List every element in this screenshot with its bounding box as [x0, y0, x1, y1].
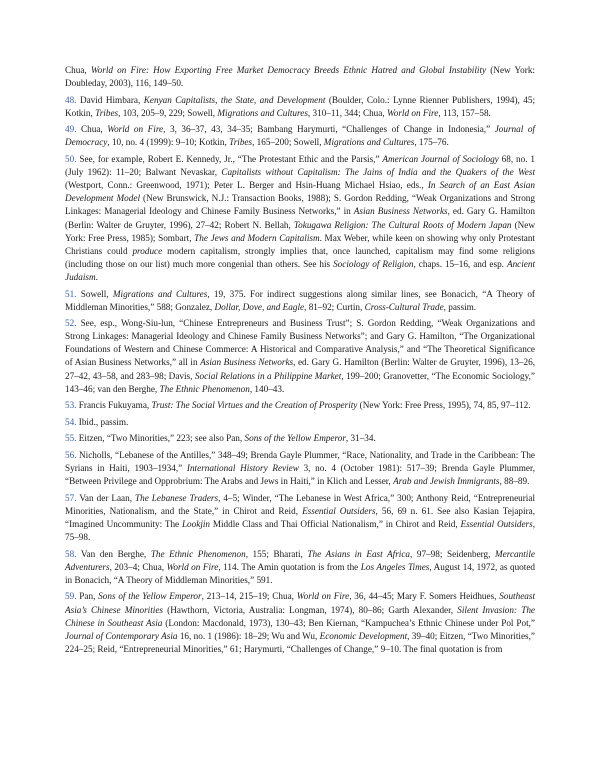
- endnote-number[interactable]: 48.: [65, 94, 77, 105]
- citation-text: , passim.: [443, 301, 477, 312]
- citation-text: (London: Macdonald, 1973), 130–43; Ben Kiernan, “Kampuchea’s Ethnic Chinese under Pol Pot,”: [162, 617, 536, 628]
- citation-title: Journal of Democracy: [65, 124, 535, 148]
- endnote-number[interactable]: 59.: [65, 591, 77, 602]
- citation-title: World on Fire: How Exporting Free Market Democracy Breeds Ethnic Hatred and Global Instability: [90, 65, 487, 75]
- endnote-59: [65, 590, 535, 655]
- citation-text: (Boulder, Colo.: Lynne Rienner Publishers, 1994), 45; Kotkin,: [65, 94, 536, 118]
- endnote-54: [65, 416, 535, 429]
- citation-text: , 88–89.: [499, 476, 530, 487]
- citation-text: , 56, 69 n. 61. See also Kasian Tejapira, “Imagined Uncommunity: The: [65, 505, 536, 529]
- citation-text: , 203–4; Chua,: [109, 561, 167, 572]
- endnote-number[interactable]: 56.: [65, 450, 77, 461]
- citation-text: , chaps. 15–16, and esp.: [413, 258, 507, 269]
- citation-text: , 155; Bharati,: [245, 548, 308, 559]
- citation-text: , 140–43.: [249, 383, 285, 394]
- endnotes-page: [65, 64, 535, 659]
- citation-text: , 213–14, 215–19; Chua,: [201, 591, 297, 602]
- citation-text: , 103, 205–9, 229; Sowell,: [118, 107, 218, 118]
- citation-text: See, for example, Robert E. Kennedy, Jr., “The Protestant Ethic and the Parsis,”: [76, 154, 383, 165]
- citation-text: 16, no. 1 (1986): 18–29; Wu and Wu,: [177, 630, 320, 641]
- citation-text: (Hawthorn, Victoria, Australia: Longman, 1974), 80–86; Garth Alexander,: [162, 604, 458, 615]
- citation-text: , ed. Gary G. Hamilton (Berlin: Walter de Gruyter, 1996), 27–42; Robert N. Bellah,: [65, 206, 535, 230]
- endnote-number[interactable]: 55.: [65, 433, 77, 444]
- endnote-51: [65, 288, 535, 314]
- citation-title: produce: [132, 245, 163, 256]
- citation-title: Lookjin: [181, 519, 211, 529]
- citation-title: World on Fire: [107, 124, 164, 135]
- citation-text: See, esp., Wong-Siu-lun, “Chinese Entrepreneurs and Business Trust”; S. Gordon Redding, “Weak Organizations and Strong Linkages: Managerial Ideology and Chinese Family Business Networks”; and Gary G. Hamilton, “The Organizational Foundations of Western and Chinese Commerce: A Historical and Comparative Analysis,” and “The Theoretical Significance of Asian Business Networks,” all in: [65, 318, 535, 368]
- citation-text: , 4–5; Winder, “The Lebanese in West Africa,” 300; Anthony Reid, “Entrepreneurial Minorities, Nationalism, and the State,” in Chirot and Reid,: [65, 492, 535, 516]
- endnote-number[interactable]: 49.: [65, 124, 77, 135]
- citation-title: Asian Business Networks: [353, 206, 448, 217]
- citation-title: Ancient Judaism: [65, 258, 536, 282]
- citation-text: , ed. Gary G. Hamilton (Berlin: Walter de Gruyter, 1996), 13–26, 27–42, 43–58, and 283–98; Davis,: [65, 357, 535, 381]
- citation-text: Francis Fukuyama,: [76, 400, 152, 411]
- citation-text: , 31–34.: [345, 433, 376, 444]
- citation-title: The Jews and Modern Capitalism: [194, 232, 320, 243]
- citation-text: 68, no. 1 (July 1962): 11–20; Balwant Nevaskar,: [65, 154, 535, 178]
- citation-title: Capitalists without Capitalism: The Jains of India and the Quakers of the West: [221, 167, 535, 178]
- citation-text: , 10, no. 4 (1999): 9–10; Kotkin,: [107, 137, 230, 148]
- citation-text: , 113, 157–58.: [438, 107, 491, 118]
- citation-text: Van den Berghe,: [76, 548, 151, 559]
- endnote-48: [65, 94, 535, 120]
- citation-title: The Ethnic Phenomenon: [150, 548, 246, 559]
- citation-title: Mercantile Adventurers: [65, 548, 535, 572]
- endnote-55: [65, 432, 535, 445]
- citation-title: International History Review: [186, 463, 299, 474]
- citation-text: Chua,: [76, 124, 108, 135]
- citation-title: World on Fire: [386, 107, 439, 118]
- citation-text: , 175–76.: [414, 137, 449, 148]
- citation-title: Southeast Asia’s Chinese Minorities: [65, 591, 535, 615]
- citation-text: Van der Laan,: [76, 492, 135, 503]
- citation-text: , 97–98; Seidenberg,: [410, 548, 496, 559]
- citation-text: Sowell,: [76, 288, 113, 299]
- citation-text: , 114. The Amin quotation is from the: [218, 561, 361, 572]
- endnote-number[interactable]: 50.: [65, 154, 77, 165]
- citation-text: 3, no. 4 (October 1981): 517–39; Brenda Gayle Plummer, “Between Privilege and Opprobrium: The Arabs and Jews in Haiti,” in Klich and Lesser,: [65, 463, 535, 487]
- citation-title: American Journal of Sociology: [382, 154, 499, 165]
- citation-text: David Himbara,: [76, 94, 144, 105]
- citation-title: Tribes: [229, 137, 253, 148]
- endnote-number[interactable]: 51.: [65, 288, 77, 299]
- citation-text: modern capitalism, strongly implies that, once launched, capitalism may find some religions (including those on our list) much more congenial than others. See his: [65, 245, 535, 269]
- citation-text: Chua,: [65, 65, 91, 75]
- citation-title: The Lebanese Traders: [135, 492, 219, 503]
- citation-title: Trust: The Social Virtues and the Creation of Prosperity: [151, 400, 358, 411]
- citation-text: (New Brunswick, N.J.: Transaction Books, 1988); S. Gordon Redding, “Weak Organizations and Strong Linkages: Managerial Ideology and Chinese Family Business Networks,” in: [65, 193, 535, 217]
- citation-title: Essential Outsiders: [302, 505, 376, 516]
- citation-title: Migrations and Cultures: [217, 107, 308, 118]
- endnote-number[interactable]: 58.: [65, 548, 77, 559]
- citation-text: .: [95, 271, 98, 282]
- citation-title: Social Relations in a Philippine Market: [194, 370, 342, 381]
- citation-title: Sons of the Yellow Emperor: [244, 433, 346, 444]
- citation-title: Cross-Cultural Trade: [364, 301, 444, 312]
- citation-text: Middle Class and Thai Official Nationalism,” in Chirot and Reid,: [210, 519, 461, 529]
- citation-title: The Ethnic Phenomenon: [159, 383, 250, 394]
- citation-text: , 36, 44–45; Mary F. Somers Heidhues,: [349, 591, 500, 602]
- endnote-56: [65, 449, 535, 488]
- citation-text: , 81–92; Curtin,: [304, 301, 365, 312]
- citation-text: , 310–11, 344; Chua,: [307, 107, 387, 118]
- citation-title: World on Fire: [166, 561, 219, 572]
- citation-text: , 39–40; Eitzen, “Two Minorities,” 224–25; Reid, “Entrepreneurial Minorities,” 61; Harymurti, “Challenges of Change,” 9–10. The final quotation is from: [65, 630, 535, 654]
- citation-text: , 19, 375. For indirect suggestions along similar lines, see Bonacich, “A Theory of Middleman Minorities,” 588; Gonzalez,: [65, 288, 535, 312]
- citation-text: Nicholls, “Lebanese of the Antilles,” 348–49; Brenda Gayle Plummer, “Race, Nationality, and Trade in the Caribbean: The Syrians in Haiti, 1903–1934,”: [65, 450, 535, 474]
- citation-title: In Search of an East Asian Development Model: [65, 180, 535, 204]
- citation-title: Journal of Contemporary Asia: [65, 630, 178, 641]
- citation-text: Eitzen, “Two Minorities,” 223; see also Pan,: [76, 433, 245, 444]
- citation-text: (New York: Free Press, 1995), 74, 85, 97–112.: [357, 400, 531, 411]
- citation-text: (New York: Doubleday, 2003), 116, 149–50.: [65, 65, 535, 89]
- citation-title: Sons of the Yellow Emperor: [98, 591, 202, 602]
- citation-title: Asian Business Networks: [200, 357, 294, 368]
- citation-text: , 199–200; Granovetter, “The Economic Sociology,” 143–46; van den Berghe,: [65, 370, 535, 394]
- citation-text: Ibid., passim.: [76, 416, 129, 427]
- citation-title: Migrations and Cultures: [323, 137, 415, 148]
- citation-text: , 3, 36–37, 43, 34–35; Bambang Harymurti, “Challenges of Change in Indonesia,”: [163, 124, 495, 135]
- endnote-52: [65, 317, 535, 396]
- citation-title: Dollar, Dove, and Eagle: [214, 301, 305, 312]
- citation-title: Silent Invasion: The Chinese in Southeast Asia: [65, 604, 535, 628]
- endnote-58: [65, 548, 535, 587]
- endnote-49: [65, 123, 535, 149]
- citation-title: Kenyan Capitalists, the State, and Development: [143, 94, 326, 105]
- citation-title: Sociology of Religion: [333, 258, 414, 269]
- endnote-50: [65, 153, 535, 284]
- citation-title: Arab and Jewish Immigrants: [393, 476, 500, 487]
- citation-title: Tokugawa Religion: The Cultural Roots of Modern Japan: [293, 219, 512, 230]
- endnote-number[interactable]: 53.: [65, 400, 77, 411]
- citation-title: Essential Outsiders: [460, 519, 533, 529]
- citation-title: Tribes: [95, 107, 119, 118]
- endnote-continuation: [65, 64, 535, 90]
- endnote-57: [65, 492, 535, 544]
- endnote-number[interactable]: 57.: [65, 492, 77, 503]
- endnote-number[interactable]: 54.: [65, 416, 77, 427]
- citation-text: (Westport, Conn.: Greenwood, 1971); Peter L. Berger and Hsin-Huang Michael Hsiao, eds.,: [65, 180, 428, 191]
- citation-text: , August 14, 1972, as quoted in Bonacich, “A Theory of Middleman Minorities,” 591.: [65, 561, 535, 585]
- citation-title: Migrations and Cultures: [112, 288, 208, 299]
- citation-text: , 165–200; Sowell,: [252, 137, 324, 148]
- citation-text: . Max Weber, while keen on showing why only Protestant Christians could: [65, 232, 536, 256]
- citation-title: World on Fire: [296, 591, 350, 602]
- citation-title: Economic Development: [319, 630, 408, 641]
- endnote-number[interactable]: 52.: [65, 318, 77, 329]
- citation-title: Los Angeles Times: [360, 561, 430, 572]
- citation-text: , 75–98.: [65, 519, 535, 543]
- endnote-53: [65, 399, 535, 412]
- citation-title: The Asians in East Africa: [307, 548, 411, 559]
- citation-text: (New York: Free Press, 1985); Sombart,: [65, 219, 535, 243]
- citation-text: Pan,: [76, 591, 99, 602]
